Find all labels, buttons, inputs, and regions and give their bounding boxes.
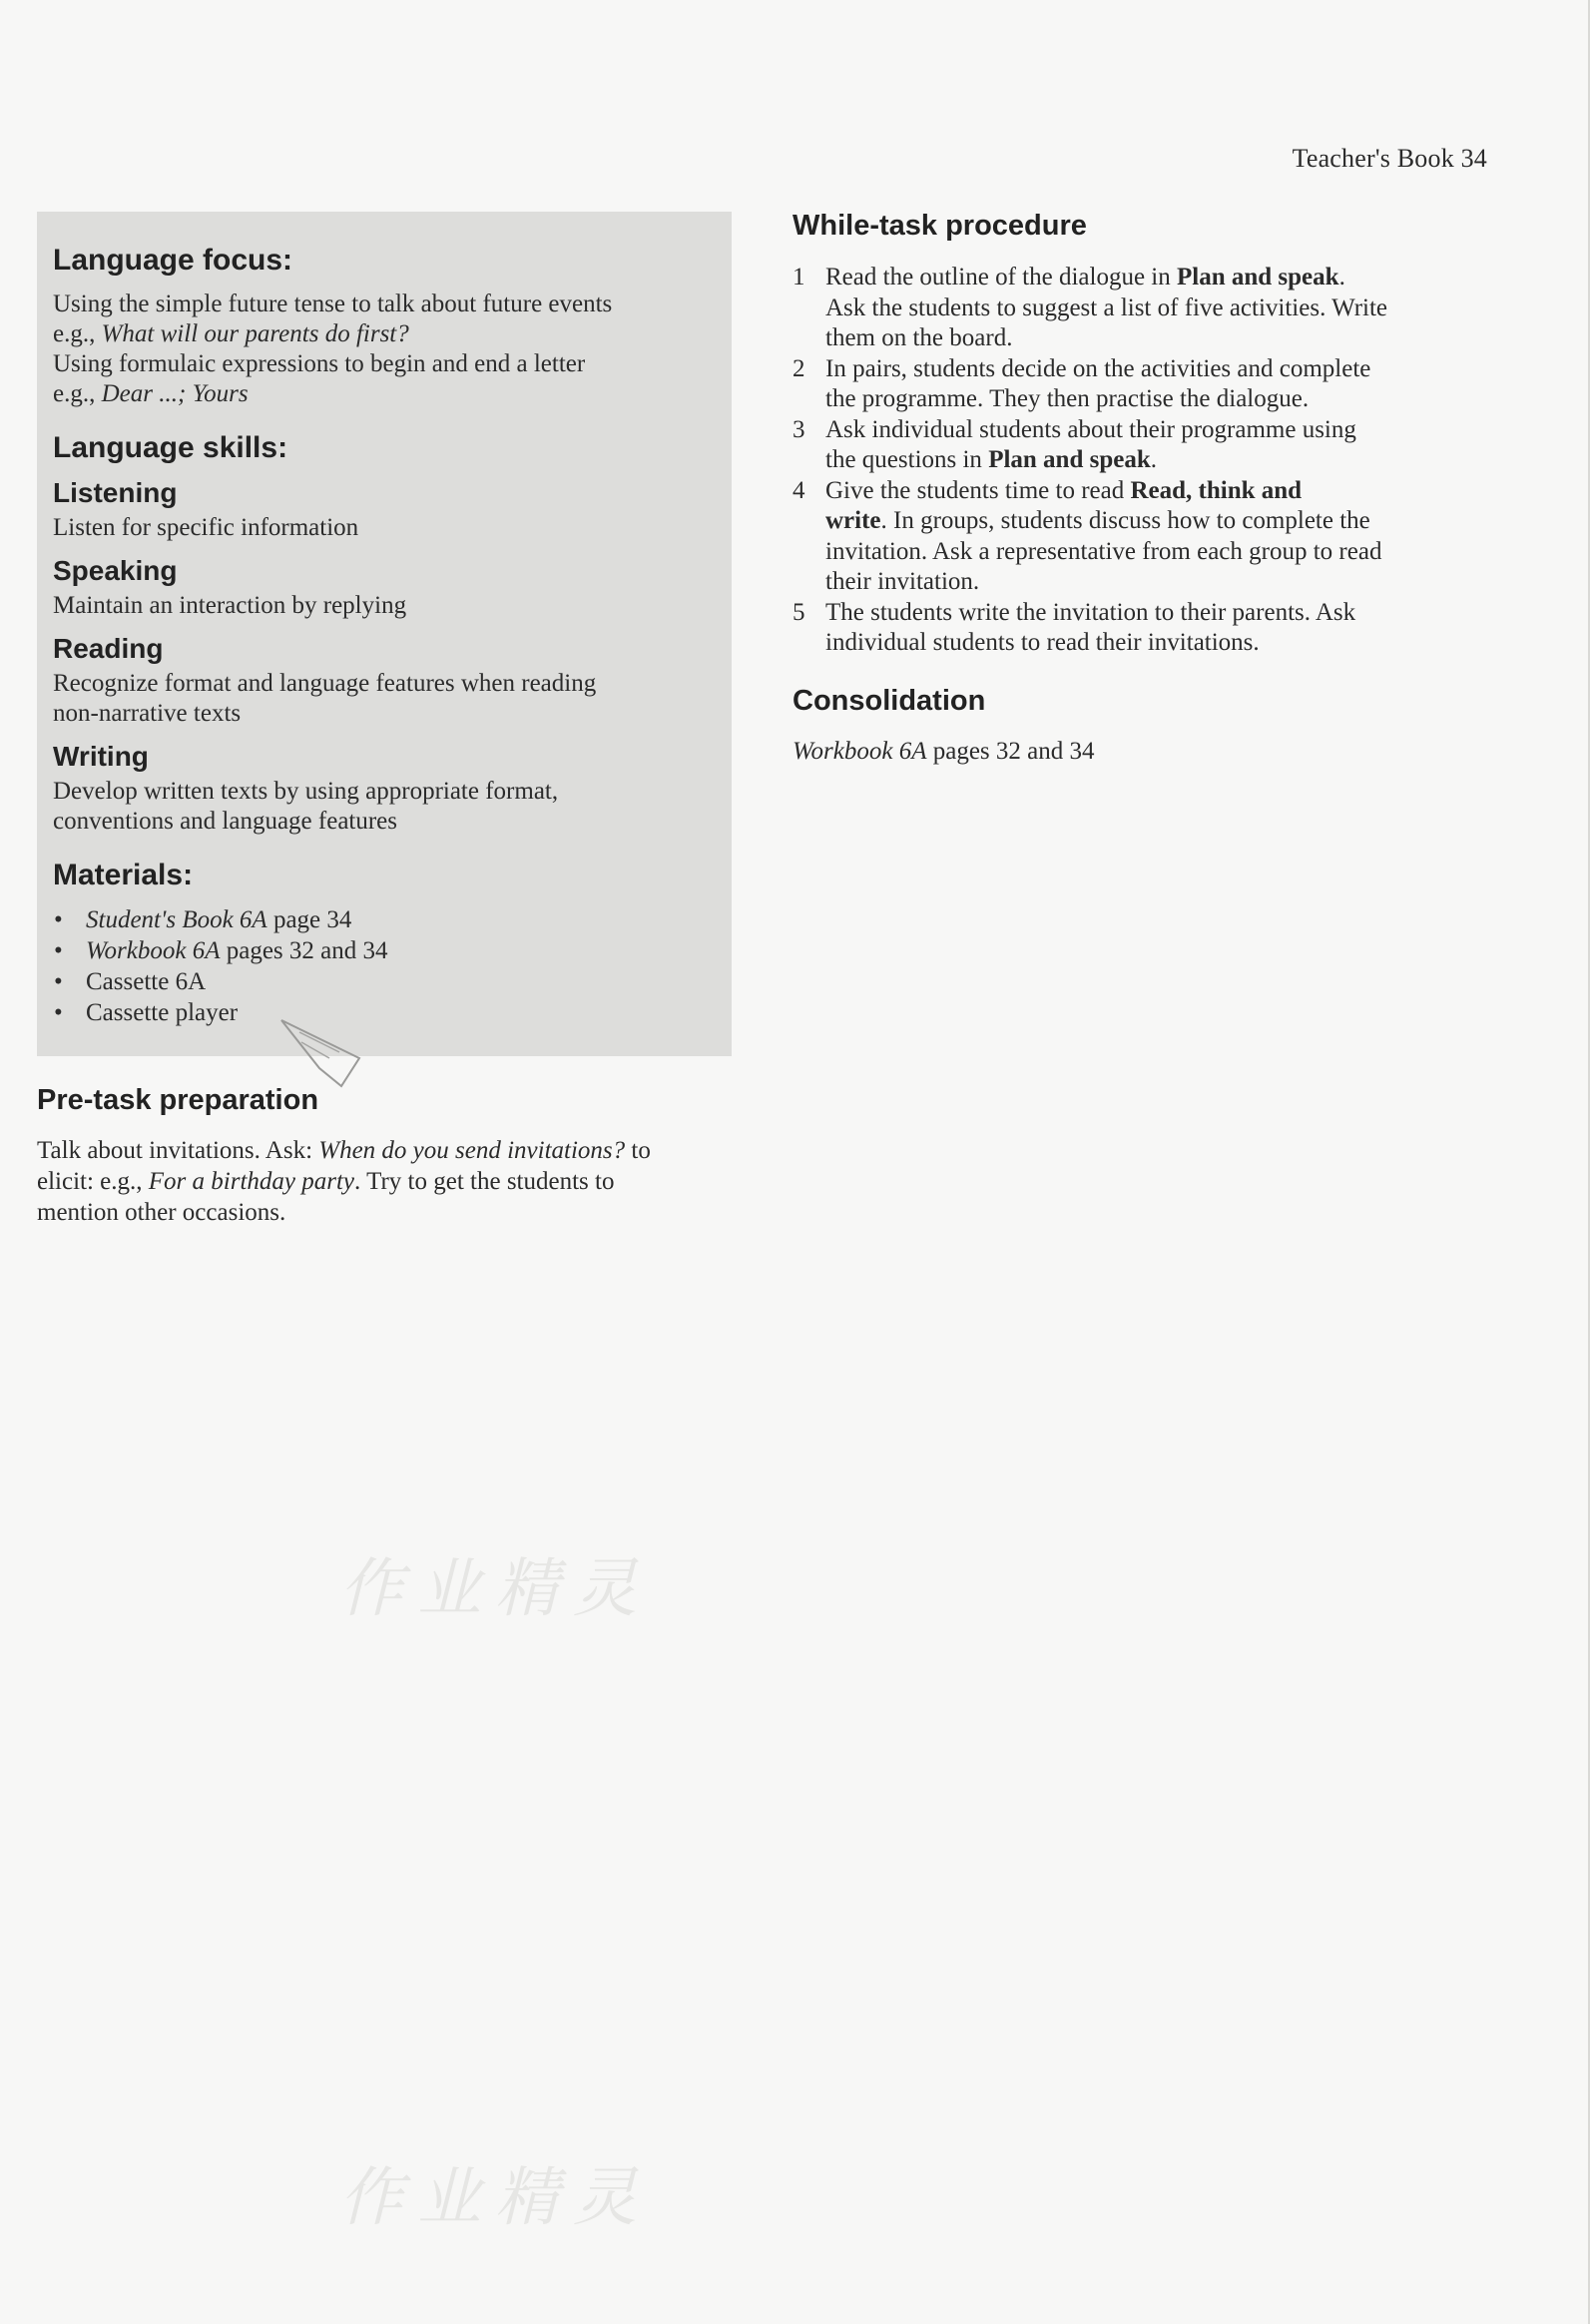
list-item: 4 Give the students time to read Read, think and write. In groups, students discuss how to complete the invitation. Ask a representative from each group to read their invitation.	[793, 476, 1382, 595]
watermark-text: 作业精灵	[339, 2161, 651, 2235]
list-item: • Student's Book 6A page 34	[53, 904, 714, 935]
list-item: • Cassette player	[53, 997, 714, 1028]
writing-text: Develop written texts by using appropriate format, conventions and language features	[53, 778, 559, 835]
page-reference: Teacher's Book 34	[1292, 144, 1487, 173]
pre-task-text: Talk about invitations. Ask: When do you send invitations? to elicit: e.g., For a birthday party. Try to get the students to mention other occasions.	[37, 1137, 651, 1226]
while-task-steps	[793, 263, 1501, 659]
materials-list	[53, 904, 714, 1028]
list-item: 1 Read the outline of the dialogue in Plan and speak. Ask the students to suggest a list of five activities. Write them on the board.	[793, 264, 1388, 351]
stamp-seal-icon	[279, 1008, 379, 1088]
reading-text: Recognize format and language features when reading non-narrative texts	[53, 670, 597, 727]
writing-heading: Writing	[53, 741, 149, 772]
watermark-text: 作业精灵	[339, 1552, 651, 1626]
speaking-block	[53, 555, 714, 621]
speaking-text: Maintain an interaction by replying	[53, 592, 407, 619]
speaking-heading: Speaking	[53, 555, 178, 586]
while-task-heading: While-task procedure	[793, 210, 1087, 242]
list-item: 2 In pairs, students decide on the activities and complete the programme. They then practise the dialogue.	[793, 354, 1371, 412]
listening-block	[53, 477, 714, 543]
listening-text: Listen for specific information	[53, 514, 359, 541]
reading-block	[53, 633, 714, 729]
materials-heading: Materials:	[53, 859, 194, 891]
consolidation-text: Workbook 6A pages 32 and 34	[793, 737, 1095, 765]
pre-task-heading: Pre-task preparation	[37, 1084, 319, 1116]
right-column	[793, 210, 1501, 767]
writing-block	[53, 741, 714, 837]
list-item: • Workbook 6A pages 32 and 34	[53, 935, 714, 966]
consolidation-heading: Consolidation	[793, 684, 986, 717]
listening-heading: Listening	[53, 477, 178, 508]
list-item: 3 Ask individual students about their programme using the questions in Plan and speak.	[793, 415, 1356, 473]
language-focus-text: Using the simple future tense to talk about future events e.g., What will our parents do first? Using formulaic expressions to begin and end a letter e.g., Dear ...; Yours	[53, 290, 613, 407]
list-item: • Cassette 6A	[53, 966, 714, 997]
list-item: 5 The students write the invitation to their parents. Ask individual students to read their invitations.	[793, 598, 1356, 656]
language-focus-heading: Language focus:	[53, 244, 293, 277]
pre-task-section	[37, 1084, 736, 1228]
reading-heading: Reading	[53, 633, 164, 664]
language-skills-heading: Language skills:	[53, 431, 288, 464]
lesson-info-box	[37, 212, 732, 1056]
